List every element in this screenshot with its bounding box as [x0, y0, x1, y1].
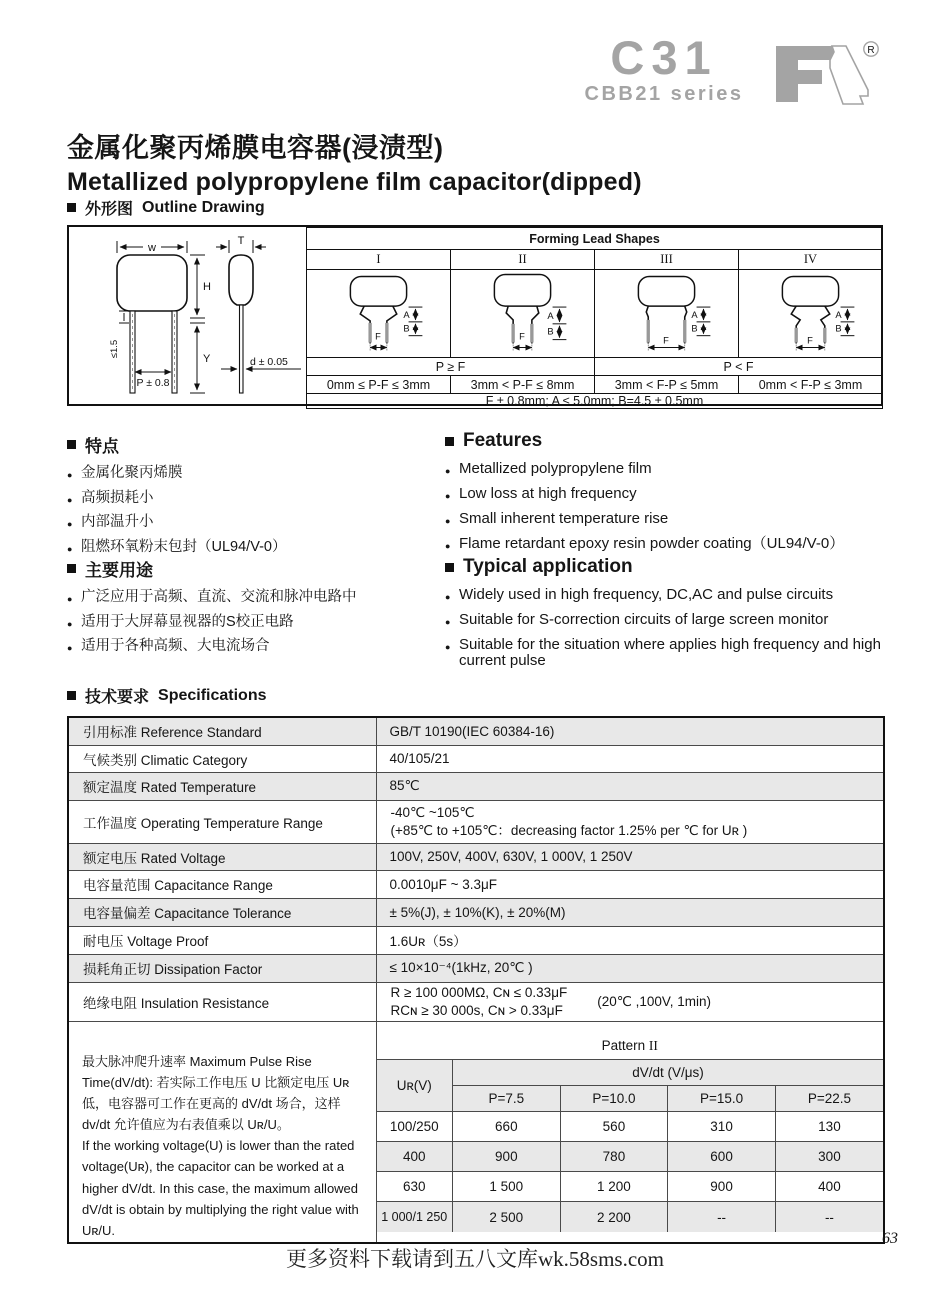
dim-a-label: A [691, 309, 698, 320]
list-item: ● 金属化聚丙烯膜 [67, 465, 183, 481]
dim-a-label: A [403, 309, 410, 320]
table-row: 引用标准 Reference Standard GB/T 10190(IEC 60384-16) [68, 717, 884, 745]
table-row: 额定电压 Rated Voltage 100V, 250V, 400V, 630V, 1 000V, 1 250V [68, 843, 884, 870]
section-marker-icon [445, 437, 454, 446]
features-heading-en: Features [463, 430, 543, 451]
list-item: ● Metallized polypropylene film [445, 460, 652, 477]
bullet-icon: ● [67, 470, 73, 480]
bullet-icon: ● [445, 642, 451, 652]
outline-heading-en: Outline Drawing [142, 198, 265, 216]
dim-d-label: d ± 0.05 [250, 356, 288, 368]
table-row: 400 900 780 600 300 [377, 1142, 884, 1172]
list-item: ● 高频损耗小 [67, 489, 154, 506]
dim-b-label: B [835, 323, 842, 334]
section-marker-icon [67, 440, 76, 449]
lead-shape-col-2: II [451, 250, 595, 270]
forming-lead-shapes-table [306, 227, 883, 409]
lead-shape-col-1: I [307, 250, 451, 270]
table-row: 电容量范围 Capacitance Range 0.0010μF ~ 3.3μF [68, 870, 884, 898]
features-heading-zh: 特点 [85, 437, 119, 456]
list-item: ● 适用于大屏幕显视器的S校正电路 [67, 613, 294, 630]
section-marker-icon [67, 564, 76, 573]
dim-y-label: Y [203, 353, 211, 365]
bullet-icon: ● [445, 541, 451, 551]
list-item: ● Suitable for S-correction circuits of large screen monitor [445, 611, 829, 628]
list-item: ● Small inherent temperature rise [445, 510, 669, 527]
features-section-zh [67, 432, 439, 564]
lead-shape-col-3: III [595, 250, 739, 270]
lead-shape-col-4: IV [739, 250, 883, 270]
list-item: ● Suitable for the situation where applies high frequency and high current pulse [445, 636, 881, 669]
table-row [377, 1060, 884, 1086]
series-name: CBB21 series [584, 83, 744, 105]
watermark-text: 更多资料下载请到五八文库wk.58sms.com [286, 1247, 664, 1271]
table-row: 630 1 500 1 200 900 400 [377, 1172, 884, 1202]
table-row: 绝缘电阻 Insulation Resistance R ≥ 100 000MΩ, Cɴ ≤ 0.33μF RCɴ ≥ 30 000s, Cɴ > 0.33μF (20℃ ,100V, 1min) [68, 982, 884, 1021]
bullet-icon: ● [67, 519, 73, 529]
lead-shape-drawing-4 [739, 270, 883, 358]
bullet-icon: ● [445, 592, 451, 602]
application-section-zh [67, 556, 439, 664]
bullet-icon: ● [67, 594, 73, 604]
dim-b-label: B [547, 326, 554, 337]
dim-h-label: H [203, 281, 211, 293]
application-heading-zh: 主要用途 [85, 561, 153, 580]
lead-shape-drawing-1 [307, 270, 451, 358]
lead-cond-4: 0mm < F-P ≤ 3mm [739, 376, 883, 394]
pulse-rise-note: 最大脉冲爬升速率 Maximum Pulse Rise Time(dV/dt): 若实际工作电压 U 比额定电压 Uʀ 低，电容器可工作在更高的 dV/dt 场合，这样 dv/dt 允许值应为右表值乘以 Uʀ/U。 If the working voltage(U) is lower than the rated voltage(Uʀ), the capacitor can be worked at a higher dV/dt. In this case, the maximum allowed dV/dt is obtain by multiplying the right value with Uʀ/U. [68, 1021, 376, 1243]
brand-block [534, 31, 794, 106]
section-marker-icon [67, 203, 76, 212]
bullet-icon: ● [445, 466, 451, 476]
lead-cond-3: 3mm < F-P ≤ 5mm [595, 376, 739, 394]
section-marker-icon [67, 691, 76, 700]
brand-logo-icon [768, 38, 880, 112]
list-item: ● 阻燃环氧粉末包封（UL94/V-0） [67, 538, 287, 555]
bullet-icon: ● [67, 543, 73, 554]
list-item: ● Flame retardant epoxy resin powder coating（UL94/V-0） [445, 535, 845, 552]
specifications-table [67, 716, 885, 1244]
dim-a-label: A [547, 310, 554, 321]
model-number: C31 [610, 31, 718, 84]
specs-section-heading [67, 684, 267, 707]
table-row: 100/250 660 560 310 130 [377, 1112, 884, 1142]
features-section-en [445, 430, 885, 561]
lead-shape-drawing-3 [595, 270, 739, 358]
pattern-dvdt-table [377, 1032, 884, 1232]
application-heading-en: Typical application [463, 556, 633, 577]
list-item: ● 广泛应用于高频、直流、交流和脉冲电路中 [67, 589, 357, 605]
table-row: 电容量偏差 Capacitance Tolerance ± 5%(J), ± 10%(K), ± 20%(M) [68, 898, 884, 926]
lead-cond-2: 3mm < P-F ≤ 8mm [451, 376, 595, 394]
specs-heading-zh: 技术要求 [85, 689, 150, 706]
ur-header: Uʀ(V) [377, 1060, 453, 1112]
bullet-icon: ● [67, 643, 73, 653]
dim-f-label: F [375, 331, 381, 342]
dim-p-label: P ± 0.8 [136, 377, 170, 389]
table-row: 额定温度 Rated Temperature 85℃ [68, 772, 884, 800]
outline-section-heading [67, 196, 265, 219]
outline-heading-zh: 外形图 [85, 201, 134, 218]
dim-f-label: F [807, 335, 813, 346]
dim-f-label: F [663, 335, 669, 346]
lead-tolerance-note: F ± 0.8mm; A ≤ 5.0mm; B=4.5 ± 0.5mm [307, 394, 883, 409]
application-section-en [445, 556, 885, 676]
lead-cond-1: 0mm ≤ P-F ≤ 3mm [307, 376, 451, 394]
list-item: ● Low loss at high frequency [445, 485, 637, 502]
section-marker-icon [445, 563, 454, 572]
specs-heading-en: Specifications [158, 686, 267, 704]
outline-drawing-box [67, 225, 883, 406]
table-row: P=7.5 P=10.0 P=15.0 P=22.5 [377, 1086, 884, 1112]
pattern-title: Pattern II [377, 1032, 884, 1060]
dvdt-header: dV/dt (V/μs) [453, 1060, 884, 1086]
dim-b-label: B [403, 323, 410, 334]
table-row: 损耗角正切 Dissipation Factor ≤ 10×10⁻⁴(1kHz, 20℃ ) [68, 954, 884, 982]
table-row: 工作温度 Operating Temperature Range -40℃ ~105℃ (+85℃ to +105℃：decreasing factor 1.25% per ℃ for Uʀ ) [68, 800, 884, 843]
dim-a-label: A [835, 309, 842, 320]
dim-t-label: T [237, 235, 245, 247]
capacitor-outline-drawing [69, 227, 306, 404]
bullet-icon: ● [445, 491, 451, 501]
bullet-icon: ● [445, 617, 451, 627]
bullet-icon: ● [67, 494, 73, 505]
pitch-condition-right: P < F [595, 358, 883, 376]
registered-mark: R [867, 45, 875, 56]
list-item: ● 适用于各种高频、大电流场合 [67, 638, 270, 654]
list-item: ● Widely used in high frequency, DC,AC and pulse circuits [445, 586, 834, 603]
list-item: ● 内部温升小 [67, 514, 154, 530]
bullet-icon: ● [67, 618, 73, 629]
dim-b-label: B [691, 323, 698, 334]
table-row [68, 1021, 884, 1243]
dim-f-label: F [519, 331, 525, 342]
lead-shapes-title: Forming Lead Shapes [307, 228, 883, 250]
title-english: Metallized polypropylene film capacitor(dipped) [67, 168, 642, 196]
lead-shape-drawing-2 [451, 270, 595, 358]
dim-w-label: w [148, 242, 156, 254]
pitch-condition-left: P ≥ F [307, 358, 595, 376]
table-row [377, 1032, 884, 1060]
title-chinese: 金属化聚丙烯膜电容器(浸渍型) [67, 133, 444, 163]
dim-crimp-label: ≤1.5 [109, 339, 120, 359]
table-row: 1 000/1 250 2 500 2 200 -- -- [377, 1202, 884, 1232]
table-row: 气候类别 Climatic Category 40/105/21 [68, 745, 884, 772]
page-title [67, 126, 642, 197]
page-number: 63 [882, 1230, 898, 1247]
bullet-icon: ● [445, 516, 451, 526]
table-row: 耐电压 Voltage Proof 1.6Uʀ（5s） [68, 926, 884, 954]
